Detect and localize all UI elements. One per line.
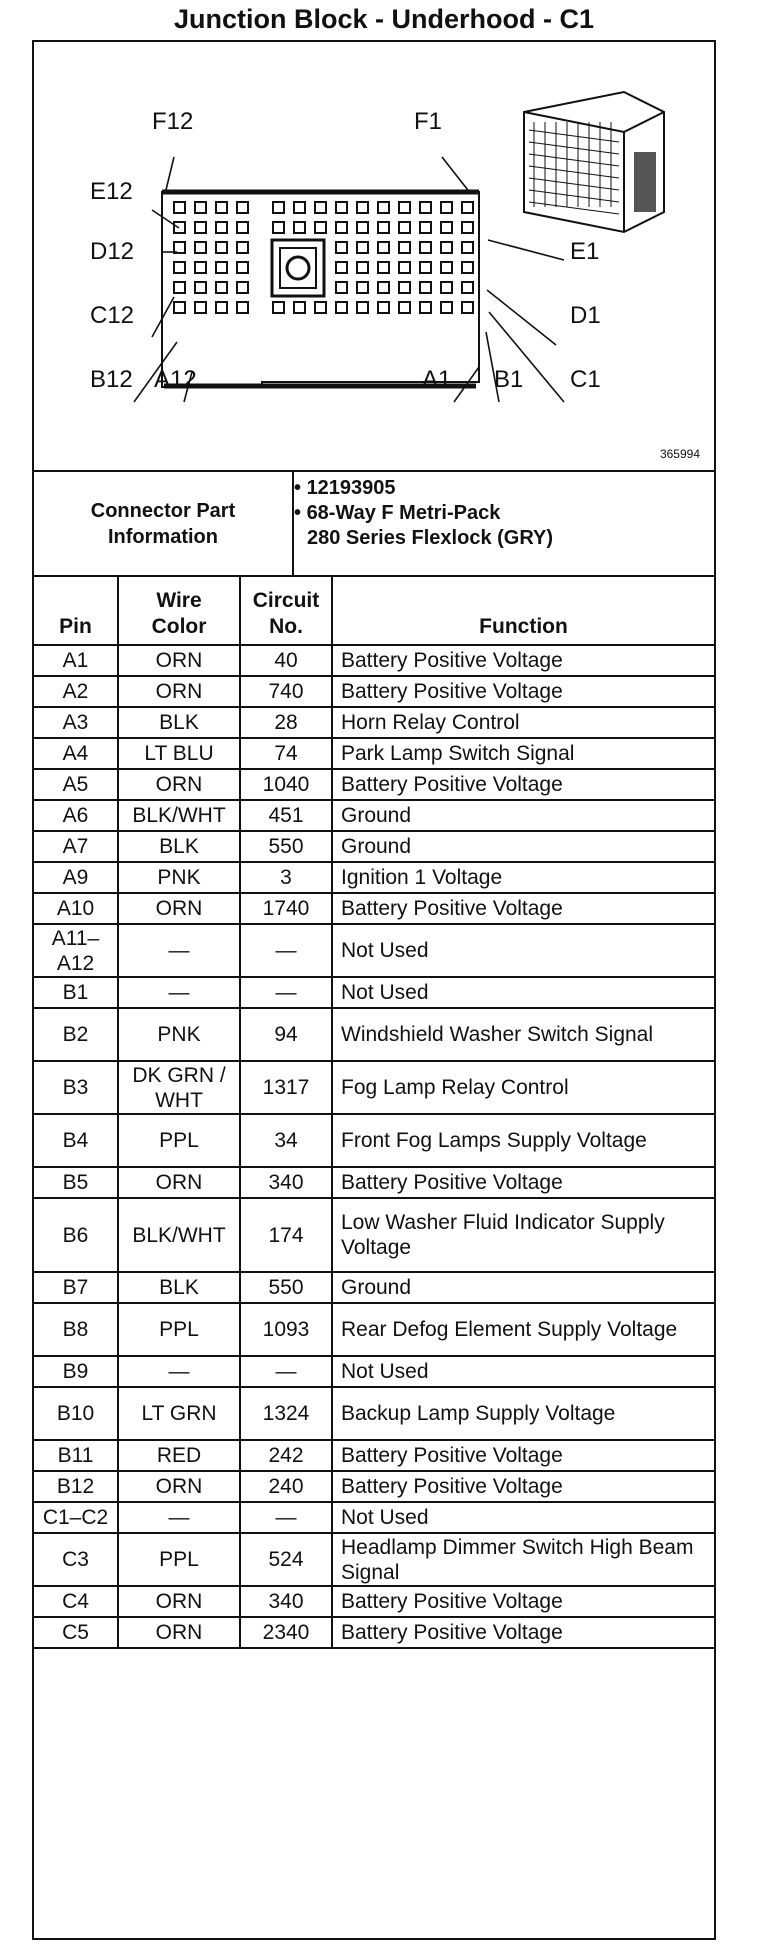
circuit-cell: 340: [240, 1586, 332, 1617]
pin-cell: A6: [34, 800, 118, 831]
table-row: [34, 831, 714, 862]
pin-cavity: [195, 302, 206, 313]
wire-color-cell: BLK: [118, 1272, 240, 1303]
pin-cavity: [462, 302, 473, 313]
pin-cavity: [174, 202, 185, 213]
function-cell: Battery Positive Voltage: [332, 1617, 714, 1648]
function-cell: Ground: [332, 800, 714, 831]
pin-cavity: [378, 222, 389, 233]
pin-cavity: [195, 262, 206, 273]
circuit-cell: 3: [240, 862, 332, 893]
pin-cavity: [216, 222, 227, 233]
wire-color-cell: ORN: [118, 645, 240, 676]
header-wire-color: [118, 575, 240, 645]
pin-cavity: [315, 202, 326, 213]
circuit-cell: 242: [240, 1440, 332, 1471]
function-cell: Not Used: [332, 977, 714, 1008]
function-cell: Fog Lamp Relay Control: [332, 1061, 714, 1114]
pin-cell: C4: [34, 1586, 118, 1617]
connector-face-drawing: [34, 42, 714, 470]
table-row: [34, 893, 714, 924]
pin-cavity: [294, 222, 305, 233]
circuit-cell: 451: [240, 800, 332, 831]
connector-info-label: [34, 472, 294, 575]
wire-color-cell: PPL: [118, 1114, 240, 1167]
pin-cavity: [195, 202, 206, 213]
pin-cavity: [357, 222, 368, 233]
connector-sheet: [32, 40, 716, 1940]
pin-cavity: [336, 262, 347, 273]
pin-cavity: [336, 222, 347, 233]
function-cell: Park Lamp Switch Signal: [332, 738, 714, 769]
pin-cell: B11: [34, 1440, 118, 1471]
connector-info-label-text: Connector Part Information: [90, 499, 236, 548]
pin-cavity: [441, 242, 452, 253]
pin-cavity: [462, 202, 473, 213]
connector-perspective-icon: [524, 92, 664, 232]
wire-color-cell: PNK: [118, 1008, 240, 1061]
table-row: [34, 1198, 714, 1272]
pin-table: [34, 575, 714, 1649]
wire-color-cell: ORN: [118, 893, 240, 924]
wire-color-cell: ORN: [118, 1167, 240, 1198]
pin-cavity: [378, 302, 389, 313]
part-number-text: 12193905: [306, 477, 396, 499]
pin-cavity: [420, 282, 431, 293]
table-row: [34, 1502, 714, 1533]
pin-cavity: [420, 262, 431, 273]
pin-cavity: [237, 282, 248, 293]
wire-color-cell: PPL: [118, 1303, 240, 1356]
wire-color-cell: ORN: [118, 676, 240, 707]
circuit-cell: 524: [240, 1533, 332, 1586]
function-cell: Not Used: [332, 1502, 714, 1533]
pin-cell: A9: [34, 862, 118, 893]
pin-cavity: [336, 242, 347, 253]
table-row: [34, 645, 714, 676]
label-c1: C1: [570, 366, 601, 393]
pin-cavity: [336, 202, 347, 213]
table-row: [34, 769, 714, 800]
circuit-cell: —: [240, 977, 332, 1008]
pin-cavity: [336, 282, 347, 293]
pin-cavity: [315, 302, 326, 313]
pin-cavity: [336, 302, 347, 313]
pin-cavity: [441, 222, 452, 233]
table-row: [34, 1061, 714, 1114]
pin-cavity: [357, 262, 368, 273]
circuit-cell: 40: [240, 645, 332, 676]
pin-cell: A10: [34, 893, 118, 924]
wire-color-cell: RED: [118, 1440, 240, 1471]
pin-cavity: [399, 242, 410, 253]
table-row: [34, 1303, 714, 1356]
label-d12: D12: [90, 238, 135, 265]
pin-cavity: [441, 302, 452, 313]
circuit-cell: —: [240, 1356, 332, 1387]
pin-cavity: [237, 302, 248, 313]
circuit-cell: 1040: [240, 769, 332, 800]
function-cell: Ignition 1 Voltage: [332, 862, 714, 893]
label-f1: F1: [414, 108, 443, 135]
table-row: [34, 1471, 714, 1502]
part-number: • 12193905: [294, 477, 396, 499]
pin-cavity: [273, 202, 284, 213]
table-row: [34, 1008, 714, 1061]
pin-cavity: [357, 242, 368, 253]
table-row: [34, 800, 714, 831]
pin-cavity: [378, 282, 389, 293]
header-circuit-text: Circuit No.: [252, 589, 320, 638]
table-header-row: [34, 575, 714, 645]
table-row: [34, 1356, 714, 1387]
circuit-cell: 34: [240, 1114, 332, 1167]
pin-cell: B7: [34, 1272, 118, 1303]
label-b1: B1: [494, 366, 524, 393]
circuit-cell: 2340: [240, 1617, 332, 1648]
circuit-cell: 1740: [240, 893, 332, 924]
pin-cavity: [174, 262, 185, 273]
circuit-cell: 174: [240, 1198, 332, 1272]
pin-cell: B4: [34, 1114, 118, 1167]
wire-color-cell: PPL: [118, 1533, 240, 1586]
function-cell: Battery Positive Voltage: [332, 676, 714, 707]
table-row: [34, 707, 714, 738]
pin-cavity: [399, 282, 410, 293]
pin-cavity: [195, 222, 206, 233]
function-cell: Backup Lamp Supply Voltage: [332, 1387, 714, 1440]
wire-color-cell: —: [118, 977, 240, 1008]
table-row: [34, 1387, 714, 1440]
pin-cavity: [420, 222, 431, 233]
wire-color-cell: DK GRN / WHT: [118, 1061, 240, 1114]
table-row: [34, 1617, 714, 1648]
circuit-cell: 340: [240, 1167, 332, 1198]
function-cell: Not Used: [332, 1356, 714, 1387]
pin-cavity: [357, 302, 368, 313]
pin-cavity: [237, 202, 248, 213]
pin-cell: C5: [34, 1617, 118, 1648]
function-cell: Ground: [332, 1272, 714, 1303]
table-row: [34, 1167, 714, 1198]
function-cell: Battery Positive Voltage: [332, 1167, 714, 1198]
function-cell: Battery Positive Voltage: [332, 645, 714, 676]
pin-cavity: [273, 302, 284, 313]
pin-cavity: [315, 222, 326, 233]
pin-cavity: [216, 282, 227, 293]
function-cell: Headlamp Dimmer Switch High Beam Signal: [332, 1533, 714, 1586]
pin-cavity: [399, 222, 410, 233]
table-row: [34, 1114, 714, 1167]
wire-color-cell: —: [118, 1502, 240, 1533]
part-description-line2: 280 Series Flexlock (GRY): [307, 527, 554, 549]
label-e1: E1: [570, 238, 600, 265]
table-row: [34, 924, 714, 977]
function-cell: Ground: [332, 831, 714, 862]
table-row: [34, 738, 714, 769]
pin-cell: C3: [34, 1533, 118, 1586]
label-a12: A12: [154, 366, 197, 393]
circuit-cell: 550: [240, 1272, 332, 1303]
function-cell: Not Used: [332, 924, 714, 977]
pin-cavity: [378, 242, 389, 253]
pin-cavity: [357, 282, 368, 293]
wire-color-cell: ORN: [118, 1617, 240, 1648]
circuit-cell: 28: [240, 707, 332, 738]
circuit-cell: —: [240, 924, 332, 977]
function-cell: Windshield Washer Switch Signal: [332, 1008, 714, 1061]
wire-color-cell: PNK: [118, 862, 240, 893]
pin-cavity: [216, 302, 227, 313]
pin-cavity: [237, 262, 248, 273]
pin-cavity: [294, 202, 305, 213]
pin-cavity: [174, 282, 185, 293]
circuit-cell: 1093: [240, 1303, 332, 1356]
pin-cell: B3: [34, 1061, 118, 1114]
wire-color-cell: ORN: [118, 1471, 240, 1502]
pin-cell: B8: [34, 1303, 118, 1356]
circuit-cell: 550: [240, 831, 332, 862]
header-function: Function: [332, 575, 714, 645]
pin-cell: B6: [34, 1198, 118, 1272]
circuit-cell: 740: [240, 676, 332, 707]
pin-cavity: [174, 302, 185, 313]
wire-color-cell: LT GRN: [118, 1387, 240, 1440]
pin-cavity: [399, 202, 410, 213]
pin-cavity: [195, 242, 206, 253]
circuit-cell: 240: [240, 1471, 332, 1502]
table-row: [34, 1586, 714, 1617]
header-circuit: [240, 575, 332, 645]
function-cell: Rear Defog Element Supply Voltage: [332, 1303, 714, 1356]
page-title: Junction Block - Underhood - C1: [173, 4, 594, 34]
pin-cavity: [273, 222, 284, 233]
pin-cavity: [441, 202, 452, 213]
connector-info-details: [294, 476, 553, 551]
label-a1: A1: [422, 366, 452, 393]
wire-color-cell: BLK: [118, 707, 240, 738]
pin-cell: A3: [34, 707, 118, 738]
wire-color-cell: BLK: [118, 831, 240, 862]
pin-cell: A5: [34, 769, 118, 800]
pin-cavity: [378, 262, 389, 273]
pin-cavity: [378, 202, 389, 213]
label-b12: B12: [90, 366, 133, 393]
pin-cell: B1: [34, 977, 118, 1008]
pin-cell: A4: [34, 738, 118, 769]
pin-cavity: [420, 242, 431, 253]
header-pin: Pin: [34, 575, 118, 645]
pin-cavity: [420, 202, 431, 213]
function-cell: Battery Positive Voltage: [332, 1471, 714, 1502]
pin-cavity: [216, 262, 227, 273]
pin-cell: B2: [34, 1008, 118, 1061]
label-f12: F12: [152, 108, 194, 135]
function-cell: Horn Relay Control: [332, 707, 714, 738]
function-cell: Battery Positive Voltage: [332, 769, 714, 800]
wire-color-cell: ORN: [118, 769, 240, 800]
pin-cavity: [399, 302, 410, 313]
pin-cell: B5: [34, 1167, 118, 1198]
table-row: [34, 1272, 714, 1303]
pin-table-body: [34, 645, 714, 1648]
pin-cell: A1: [34, 645, 118, 676]
table-row: [34, 862, 714, 893]
pin-cell: B9: [34, 1356, 118, 1387]
function-cell: Front Fog Lamps Supply Voltage: [332, 1114, 714, 1167]
pin-cavity: [195, 282, 206, 293]
pin-cavity: [357, 202, 368, 213]
pin-cavity: [237, 222, 248, 233]
function-cell: Low Washer Fluid Indicator Supply Voltage: [332, 1198, 714, 1272]
wire-color-cell: —: [118, 924, 240, 977]
figure-number: 365994: [659, 447, 700, 461]
pin-cavity: [462, 222, 473, 233]
pin-cell: A7: [34, 831, 118, 862]
pin-cell: B12: [34, 1471, 118, 1502]
connector-diagram: [34, 42, 714, 472]
wire-color-cell: ORN: [118, 1586, 240, 1617]
wire-color-cell: BLK/WHT: [118, 800, 240, 831]
table-row: [34, 1533, 714, 1586]
circuit-cell: 1317: [240, 1061, 332, 1114]
pin-cavity: [399, 262, 410, 273]
circuit-cell: 1324: [240, 1387, 332, 1440]
table-row: [34, 676, 714, 707]
table-row: [34, 1440, 714, 1471]
label-d1: D1: [570, 302, 601, 329]
pin-cavity: [441, 282, 452, 293]
circuit-cell: 74: [240, 738, 332, 769]
pin-cavity: [462, 262, 473, 273]
pin-cavity: [294, 302, 305, 313]
pin-cavity: [216, 202, 227, 213]
header-wire-color-text: Wire Color: [151, 589, 207, 638]
wire-color-cell: —: [118, 1356, 240, 1387]
circuit-cell: —: [240, 1502, 332, 1533]
pin-cavity: [420, 302, 431, 313]
pin-cavity: [441, 262, 452, 273]
label-c12: C12: [90, 302, 135, 329]
pin-cavity: [174, 222, 185, 233]
pin-cavity: [216, 242, 227, 253]
function-cell: Battery Positive Voltage: [332, 1440, 714, 1471]
connector-info: [34, 472, 714, 577]
circuit-cell: 94: [240, 1008, 332, 1061]
wire-color-cell: BLK/WHT: [118, 1198, 240, 1272]
part-description-line1: 68-Way F Metri-Pack: [306, 502, 501, 524]
function-cell: Battery Positive Voltage: [332, 1586, 714, 1617]
part-description: • 68-Way F Metri-Pack: [294, 502, 501, 524]
label-e12: E12: [90, 178, 133, 205]
function-cell: Battery Positive Voltage: [332, 893, 714, 924]
pin-cell: A2: [34, 676, 118, 707]
table-row: [34, 977, 714, 1008]
pin-cell: B10: [34, 1387, 118, 1440]
pin-cavity: [462, 242, 473, 253]
pin-cavity: [237, 242, 248, 253]
wire-color-cell: LT BLU: [118, 738, 240, 769]
pin-cavity: [462, 282, 473, 293]
pin-cell: A11–A12: [34, 924, 118, 977]
pin-cell: C1–C2: [34, 1502, 118, 1533]
